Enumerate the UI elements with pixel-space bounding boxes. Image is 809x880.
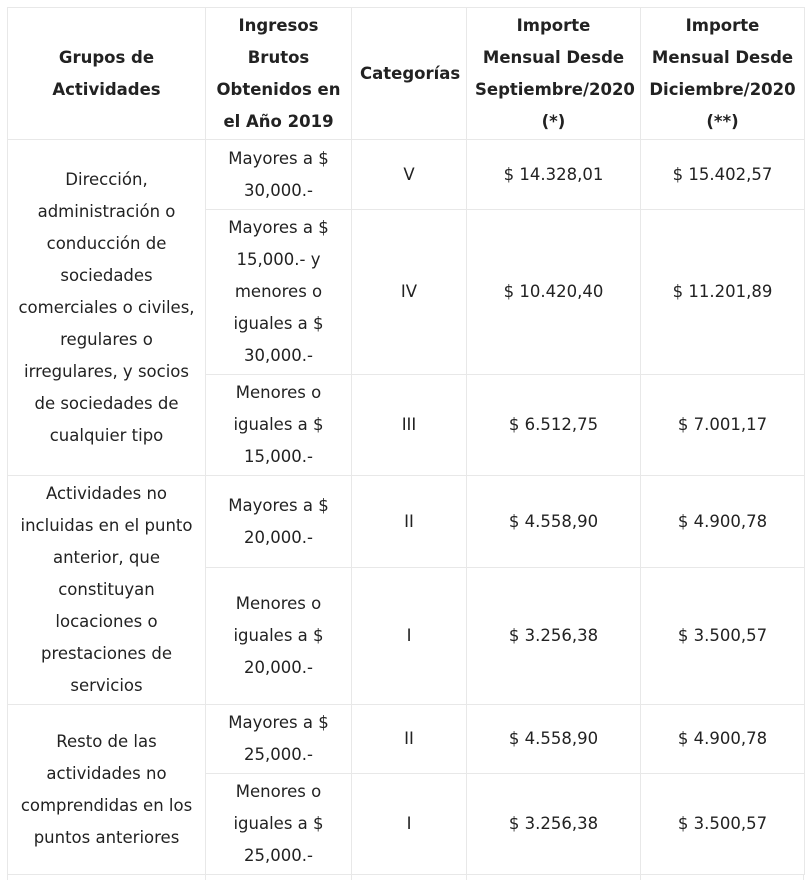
cell-edge [466,875,467,880]
septiembre-cell: $ 3.256,38 [467,568,641,705]
header-grupos: Grupos de Actividades [8,8,206,140]
septiembre-cell: $ 4.558,90 [467,476,641,568]
diciembre-cell: $ 11.201,89 [641,210,805,375]
diciembre-cell: $ 4.900,78 [641,476,805,568]
cell-edge [7,875,8,880]
diciembre-cell: $ 4.900,78 [641,705,805,774]
categoria-cell: II [352,476,467,568]
group-cell: Dirección, administración o conducción de sociedades comerciales o civiles, regulares o irregulares, y socios de sociedades de cualquier tipo [8,140,206,476]
septiembre-cell: $ 4.558,90 [467,705,641,774]
group-cell: Resto de las actividades no comprendidas en los puntos anteriores [8,705,206,875]
table-body [8,140,805,875]
header-septiembre: Importe Mensual Desde Septiembre/2020 (*) [467,8,641,140]
categoria-cell: II [352,705,467,774]
diciembre-cell: $ 7.001,17 [641,375,805,476]
header-categorias: Categorías [352,8,467,140]
septiembre-cell: $ 6.512,75 [467,375,641,476]
diciembre-cell: $ 3.500,57 [641,774,805,875]
header-diciembre: Importe Mensual Desde Diciembre/2020 (**) [641,8,805,140]
fee-table [7,7,805,875]
septiembre-cell: $ 10.420,40 [467,210,641,375]
table-row [8,476,805,568]
header-row [8,8,805,140]
ingresos-cell: Menores o iguales a $ 20,000.- [206,568,352,705]
diciembre-cell: $ 15.402,57 [641,140,805,210]
diciembre-cell: $ 3.500,57 [641,568,805,705]
ingresos-cell: Mayores a $ 25,000.- [206,705,352,774]
table-row [8,705,805,774]
group-cell: Actividades no incluidas en el punto anterior, que constituyan locaciones o prestaciones de servicios [8,476,206,705]
categoria-cell: IV [352,210,467,375]
table-row [8,140,805,210]
categoria-cell: I [352,568,467,705]
ingresos-cell: Menores o iguales a $ 25,000.- [206,774,352,875]
septiembre-cell: $ 3.256,38 [467,774,641,875]
cell-edge [351,875,352,880]
table-header [8,8,805,140]
categoria-cell: I [352,774,467,875]
categoria-cell: III [352,375,467,476]
cell-edge [205,875,206,880]
next-row-edge [7,874,804,879]
ingresos-cell: Menores o iguales a $ 15,000.- [206,375,352,476]
cell-edge [640,875,641,880]
header-ingresos: Ingresos Brutos Obtenidos en el Año 2019 [206,8,352,140]
categoria-cell: V [352,140,467,210]
ingresos-cell: Mayores a $ 30,000.- [206,140,352,210]
ingresos-cell: Mayores a $ 15,000.- y menores o iguales a $ 30,000.- [206,210,352,375]
cell-edge [803,875,804,880]
ingresos-cell: Mayores a $ 20,000.- [206,476,352,568]
septiembre-cell: $ 14.328,01 [467,140,641,210]
